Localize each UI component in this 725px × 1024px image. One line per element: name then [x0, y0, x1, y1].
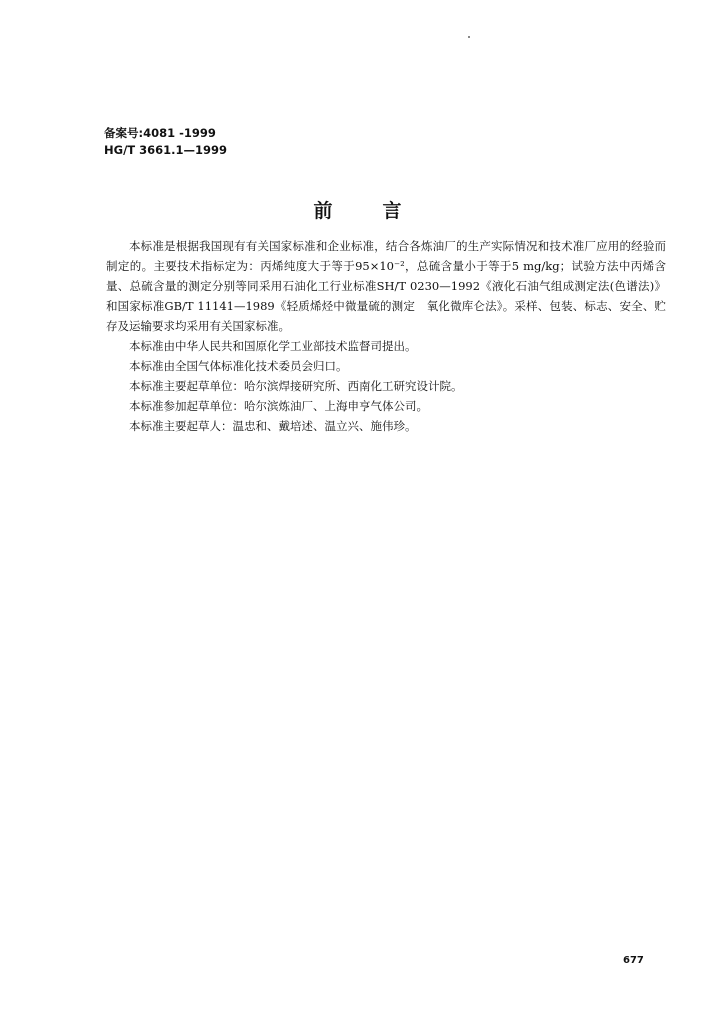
paragraph-drafting-persons: 本标准主要起草人：温忠和、戴培述、温立兴、施伟珍。	[129, 419, 417, 433]
paragraph-participating-drafters: 本标准参加起草单位：哈尔滨炼油厂、上海申亨气体公司。	[129, 399, 428, 413]
standard-code: HG/T 3661.1—1999	[104, 143, 227, 157]
paragraph-committee: 本标准由全国气体标准化技术委员会归口。	[129, 359, 348, 373]
page-title: 前言	[313, 200, 452, 222]
paragraph-main: 本标准是根据我国现有有关国家标准和企业标准，结合各炼油厂的生产实际情况和技术准厂应用的经验而制定的。主要技术指标定为：丙烯纯度大于等于95×10⁻²，总硫含量小于等于5 mg/kg；试验方法中丙烯含量、总硫含量的测定分别等同采用石油化工行业标准SH/T 0230—1992《液化石油气组成测定法(色谱法)》和国家标准GB/T 11141—1989《轻质烯烃中微量硫的测定 氧化微库仑法》。采样、包装、标志、安全、贮存及运输要求均采用有关国家标准。	[106, 239, 666, 333]
foreword-body	[106, 236, 666, 436]
document-header	[104, 125, 227, 159]
record-number: 备案号:4081 -1999	[104, 126, 216, 140]
paragraph-proposer: 本标准由中华人民共和国原化学工业部技术监督司提出。	[129, 339, 417, 353]
page-number: 677	[623, 955, 644, 966]
scan-speck	[468, 36, 470, 38]
paragraph-main-drafters: 本标准主要起草单位：哈尔滨焊接研究所、西南化工研究设计院。	[129, 379, 463, 393]
